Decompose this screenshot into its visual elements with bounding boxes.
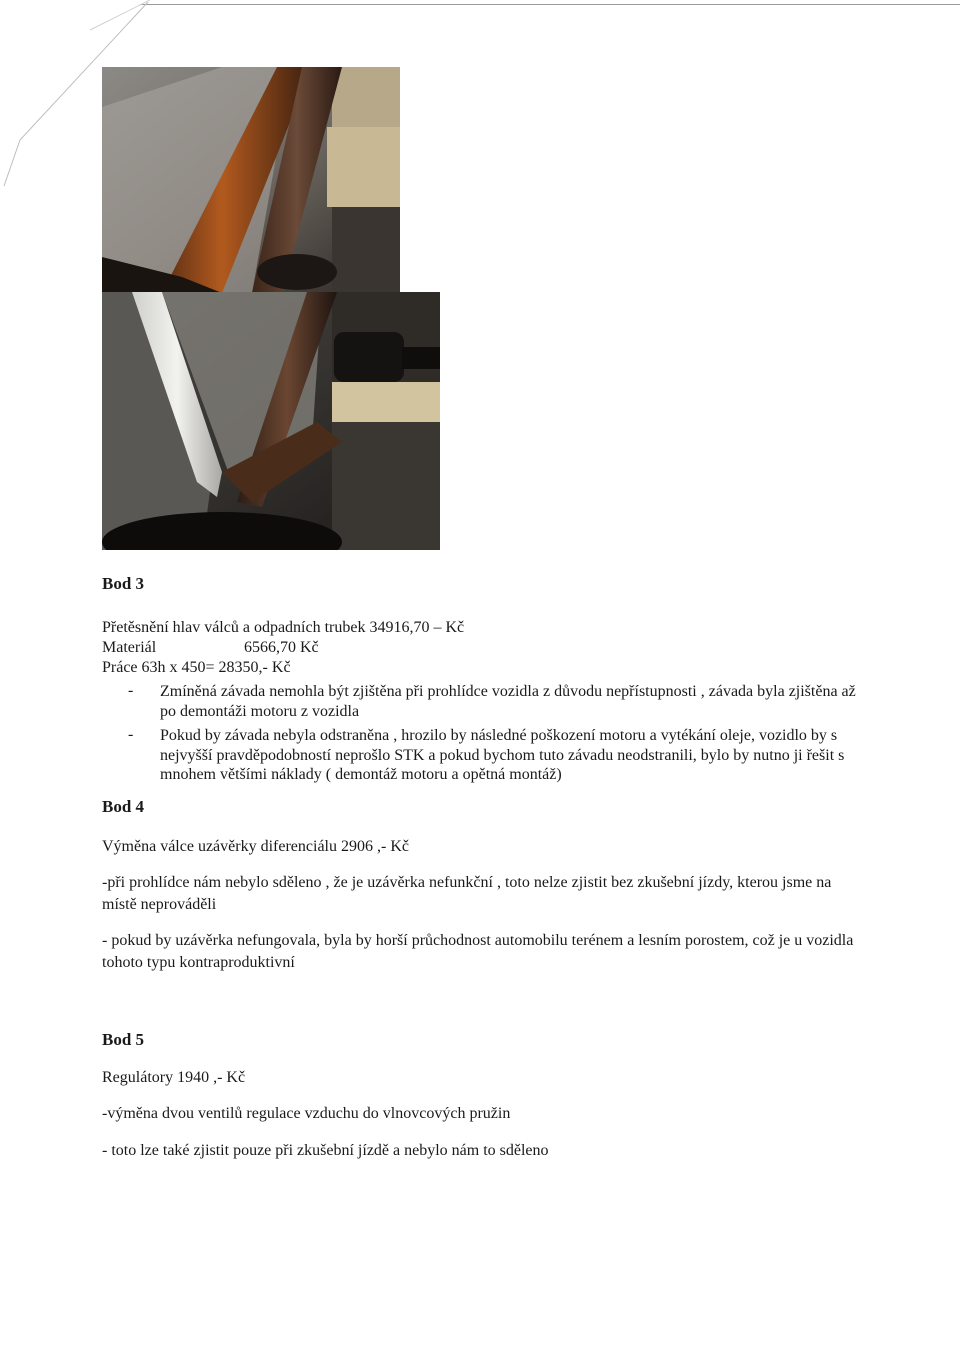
bod4-paragraph-2: - pokud by uzávěrka nefungovala, byla by horší průchodnost automobilu terénem a lesním porostem, což je u vozidla tohoto typu kontraproduktivní (102, 932, 854, 971)
bod3-bullet-2-dash: - (128, 726, 134, 743)
scan-edge-line (140, 4, 960, 5)
bod3-bullet-1-text: Zmíněná závada nemohla být zjištěna při prohlídce vozidla z důvodu nepřístupnosti , závada byla zjištěna až po demontáži motoru z vozidla (160, 683, 856, 720)
bod5-total-line: Regulátory 1940 ,- Kč (102, 1069, 246, 1086)
bod3-heading: Bod 3 (102, 574, 145, 593)
bod5-paragraph-2: - toto lze také zjistit pouze při zkušební jízdě a nebylo nám to sděleno (102, 1142, 549, 1159)
bod4-heading: Bod 4 (102, 797, 145, 816)
bod3-labour-line: Práce 63h x 450= 28350,- Kč (102, 659, 291, 676)
bod4-total-line: Výměna válce uzávěrky diferenciálu 2906 ,- Kč (102, 838, 409, 855)
bod3-material-value: 6566,70 Kč (244, 639, 319, 656)
engine-cylinder-photo (102, 292, 440, 550)
bod4-paragraph-1: -při prohlídce nám nebylo sděleno , že je uzávěrka nefunkční , toto nelze zjistit bez zkušební jízdy, kterou jsme na místě neprováděli (102, 874, 832, 913)
bod3-material-label: Materiál (102, 639, 157, 656)
bod3-bullet-1-dash: - (128, 682, 134, 699)
bod5-paragraph-1: -výměna dvou ventilů regulace vzduchu do vlnovcových pružin (102, 1105, 511, 1122)
rusty-pipe-photo (102, 67, 400, 293)
bod3-total-line: Přetěsnění hlav válců a odpadních trubek 34916,70 – Kč (102, 619, 465, 636)
bod5-heading: Bod 5 (102, 1030, 145, 1049)
bod3-bullet-2-text: Pokud by závada nebyla odstraněna , hrozilo by následné poškození motoru a vytékání oleje, vozidlo by s nejvyšší pravděpodobností neprošlo STK a pokud bychom tuto závadu neodstranili, bylo by nutno ji řešit s mnohem většími náklady ( demontáž motoru a opětná montáž) (160, 727, 845, 783)
